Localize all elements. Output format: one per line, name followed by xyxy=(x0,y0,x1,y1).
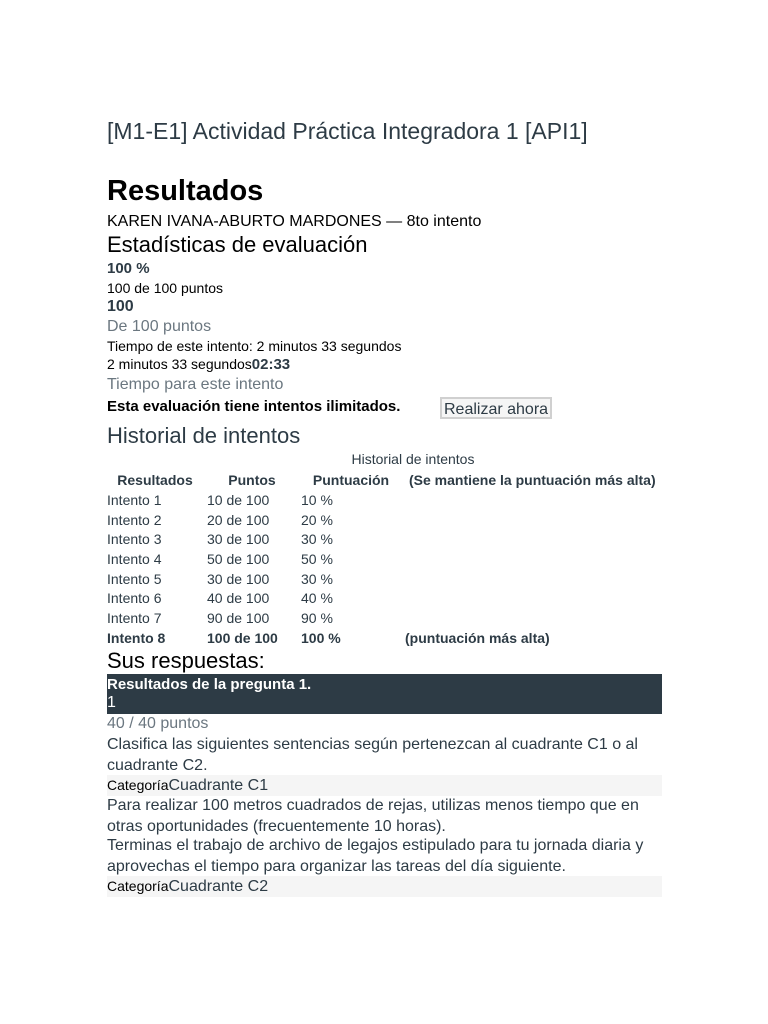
results-title: Resultados xyxy=(107,175,264,207)
attempt-cell: Intento 1 xyxy=(107,491,162,508)
points-cell: 90 de 100 xyxy=(207,609,270,626)
answer-item: Terminas el trabajo de archivo de legajos estipulado para tu jornada diaria y aprovechas el tiempo para organizar las tareas del día siguiente. xyxy=(107,837,644,875)
score-value: 100 xyxy=(107,298,134,315)
table-row xyxy=(105,529,662,549)
attempt-cell: Intento 2 xyxy=(107,511,162,528)
score-percent: 100 % xyxy=(107,260,150,277)
table-row xyxy=(105,549,662,569)
duration-clock: 02:33 xyxy=(251,356,291,373)
attempt-history-table xyxy=(105,470,662,648)
table-row xyxy=(105,608,662,628)
student-attempt-line: KAREN IVANA-ABURTO MARDONES — 8to intento xyxy=(107,213,482,230)
attempt-cell: Intento 6 xyxy=(107,590,162,607)
score-cell: 10 % xyxy=(301,491,333,508)
attempt-cell: Intento 3 xyxy=(107,531,162,548)
points-cell: 30 de 100 xyxy=(207,531,270,548)
question-number: 1 xyxy=(107,694,116,711)
col-header-results: Resultados xyxy=(117,472,193,488)
category-value: Cuadrante C1 xyxy=(168,777,269,794)
take-quiz-button[interactable]: Realizar ahora xyxy=(440,397,552,419)
stats-heading: Estadísticas de evaluación xyxy=(107,232,368,257)
question-header xyxy=(107,674,662,714)
score-cell: 30 % xyxy=(301,570,333,587)
note-cell xyxy=(403,549,662,569)
unlimited-attempts-notice: Esta evaluación tiene intentos ilimitados. xyxy=(107,398,401,415)
attempt-time-line: Tiempo de este intento: 2 minutos 33 segundos xyxy=(107,338,402,354)
note-cell xyxy=(403,529,662,549)
attempt-cell: Intento 5 xyxy=(107,570,162,587)
score-cell: 30 % xyxy=(301,531,333,548)
category-label: Categoría xyxy=(107,878,169,894)
note-cell xyxy=(403,510,662,530)
score-cell: 90 % xyxy=(301,609,333,626)
note-cell xyxy=(403,608,662,628)
points-cell: 30 de 100 xyxy=(207,570,270,587)
score-total-label: De 100 puntos xyxy=(107,318,212,335)
score-cell: 20 % xyxy=(301,511,333,528)
activity-title: [M1-E1] Actividad Práctica Integradora 1 [API1] xyxy=(107,118,588,144)
question-text: Clasifica las siguientes sentencias según pertenezcan al cuadrante C1 o al cuadrante C2. xyxy=(107,736,638,774)
question-title: Resultados de la pregunta 1. xyxy=(107,676,312,693)
attempt-cell: Intento 8 xyxy=(107,629,166,646)
category-value: Cuadrante C2 xyxy=(168,878,269,895)
category-row-c2 xyxy=(107,876,662,897)
score-cell: 100 % xyxy=(301,629,341,646)
note-cell: (puntuación más alta) xyxy=(405,629,550,646)
score-cell: 50 % xyxy=(301,550,333,567)
note-cell xyxy=(403,569,662,589)
points-cell: 100 de 100 xyxy=(207,629,278,646)
duration-words: 2 minutos 33 segundos xyxy=(107,356,252,372)
points-cell: 50 de 100 xyxy=(207,550,270,567)
category-row-c1 xyxy=(107,775,662,796)
points-line: 100 de 100 puntos xyxy=(107,280,223,296)
attempt-time-label: Tiempo para este intento xyxy=(107,376,284,393)
points-cell: 20 de 100 xyxy=(207,511,270,528)
table-row xyxy=(105,588,662,608)
col-header-points: Puntos xyxy=(228,472,276,488)
points-cell: 10 de 100 xyxy=(207,491,270,508)
table-row xyxy=(105,510,662,530)
responses-heading: Sus respuestas: xyxy=(107,648,265,673)
history-heading: Historial de intentos xyxy=(107,423,301,448)
col-header-note: (Se mantiene la puntuación más alta) xyxy=(409,472,656,488)
note-cell xyxy=(403,490,662,510)
history-table-caption: Historial de intentos xyxy=(351,451,475,467)
history-header-row xyxy=(105,470,662,490)
attempt-cell: Intento 7 xyxy=(107,609,162,626)
points-cell: 40 de 100 xyxy=(207,590,270,607)
category-label: Categoría xyxy=(107,777,169,793)
answer-item: Para realizar 100 metros cuadrados de rejas, utilizas menos tiempo que en otras oportunidades (frecuentemente 10 horas). xyxy=(107,797,639,835)
table-row xyxy=(105,569,662,589)
score-cell: 40 % xyxy=(301,590,333,607)
note-cell xyxy=(403,588,662,608)
attempt-cell: Intento 4 xyxy=(107,550,162,567)
table-row xyxy=(105,490,662,510)
col-header-score: Puntuación xyxy=(312,472,390,488)
question-points: 40 / 40 puntos xyxy=(107,715,209,732)
attempt-duration xyxy=(107,356,290,373)
table-row-best xyxy=(105,628,662,648)
